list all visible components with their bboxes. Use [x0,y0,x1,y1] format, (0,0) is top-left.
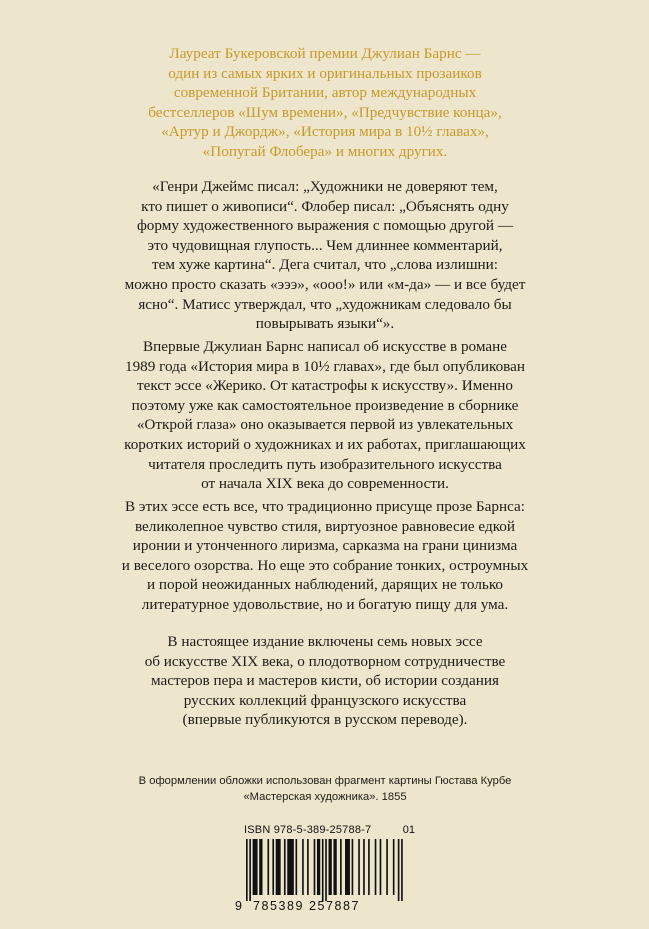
intro-line: «Артур и Джордж», «История мира в 10½ главах», [161,123,489,141]
paragraph-line: литературное удовольствие, но и богатую пищу для ума. [141,595,509,613]
barcode-bar [267,839,269,895]
intro-line: бестселлеров «Шум времени», «Предчувствие конца», [148,103,502,121]
paragraph-line: и порой неожиданных наблюдений, дарящих не только [146,576,504,594]
paragraph-line: текст эссе «Жерико. От катастрофы к искусству». Именно [137,377,513,395]
barcode-guard-bar [322,839,324,901]
credit-line: «Мастерская художника». 1855 [243,791,407,803]
barcode-bar [368,839,370,895]
paragraph-line: «Открой глаза» оно оказывается первой из увлекательных [136,416,514,434]
barcode-bar [393,839,395,895]
barcode-bar [363,839,365,895]
barcode-bar [276,839,281,895]
barcode-guard-bar [325,839,327,901]
isbn-addon-code: 01 [402,824,415,836]
barcode-bar [302,839,304,895]
barcode-bar [375,839,377,895]
barcode-bar [272,839,274,895]
barcode-guard-bar [398,839,400,901]
barcode-bar [329,839,332,895]
paragraph-line: В этих эссе есть все, что традиционно присуще прозе Барнса: [125,498,525,515]
paragraph-line: это чудовищная глупость... Чем длиннее комментарий, [147,236,503,254]
paragraph-line: В настоящее издание включены семь новых эссе [167,633,483,650]
edition-paragraph [100,632,550,730]
paragraph-line: тем хуже картина“. Дега считал, что „слова излишни: [151,256,499,274]
barcode-bar [314,839,316,895]
barcode-guard-bar [401,839,403,901]
barcode-digit-groups: 785389 257887 [253,899,361,913]
paragraph-line: поэтому уже как самостоятельное произведение в сборнике [131,396,519,414]
paragraph-line: мастеров пера и мастеров кисти, об истории создания [150,672,499,690]
paragraph-line: кто пишет о живописи“. Флобер писал: „Объяснять одну [141,197,509,215]
paragraph-line: иронии и утонченного лиризма, сарказма на грани цинизма [132,537,518,555]
paragraph-line: и веселого озорства. Но еще это собрание тонких, остроумных [121,556,529,574]
paragraph-line: форму художественного выражения с помощью другой — [136,217,514,235]
quote-paragraph [100,177,550,334]
isbn-label: ISBN 978-5-389-25788-7 [244,824,372,836]
isbn-line [231,823,417,837]
barcode-bar [259,839,262,895]
barcode-guard-bar [246,839,248,901]
barcode-bar [358,839,360,895]
paragraph-line: Впервые Джулиан Барнс написал об искусстве в романе [143,338,507,355]
barcode-bar [307,839,309,895]
paragraph-line: 1989 года «История мира в 10½ главах», где был опубликован [124,357,526,375]
intro-line: Лауреат Букеровской премии Джулиан Барнс — [169,45,481,62]
isbn-barcode [231,823,417,913]
intro-line: современной Британии, автор международных [173,84,477,102]
paragraph-line: русских коллекций французского искусства [183,691,467,709]
author-intro [100,44,550,162]
barcode-guard-bar [249,839,251,901]
barcode-digits [231,899,417,913]
barcode-bar [317,839,320,895]
barcode-bar [253,839,258,895]
paragraph-line: коротких историй о художниках и их работах, приглашающих [124,435,526,453]
barcode-bar [296,839,298,895]
history-paragraph [100,337,550,494]
barcode-bar [386,839,388,895]
intro-line: один из самых ярких и оригинальных прозаиков [168,64,482,82]
paragraph-line: читателя проследить путь изобразительного искусства [148,455,502,473]
intro-line: «Попугай Флобера» и многих других. [202,142,448,160]
paragraph-line: «Генри Джеймс писал: „Художники не доверяют тем, [152,178,498,195]
style-paragraph [100,497,550,615]
barcode-bar [333,839,336,895]
paragraph-line: об искусстве XIX века, о плодотворном сотрудничестве [144,652,506,670]
barcode-bars [231,839,417,901]
barcode-bar [287,839,294,895]
barcode-bar [380,839,382,895]
barcode-bar [352,839,354,895]
barcode-bar [345,839,350,895]
paragraph-line: от начала XIX века до современности. [201,475,449,493]
barcode-bar [340,839,342,895]
paragraph-line: повырывать языки“». [255,315,395,333]
paragraph-line: великолепное чувство стиля, виртуозное равновесие едкой [134,517,516,535]
barcode-bar [284,839,286,895]
credit-line: В оформлении обложки использован фрагмент картины Гюстава Курбе [138,775,512,787]
barcode-first-digit: 9 [235,899,242,913]
paragraph-line: (впервые публикуются в русском переводе). [182,711,468,729]
paragraph-line: можно просто сказать «эээ», «ооо!» или «м-да» — и все будет [124,275,526,293]
cover-art-credit [100,773,550,805]
paragraph-line: ясно“. Матисс утверждал, что „художникам следовало бы [138,295,512,313]
